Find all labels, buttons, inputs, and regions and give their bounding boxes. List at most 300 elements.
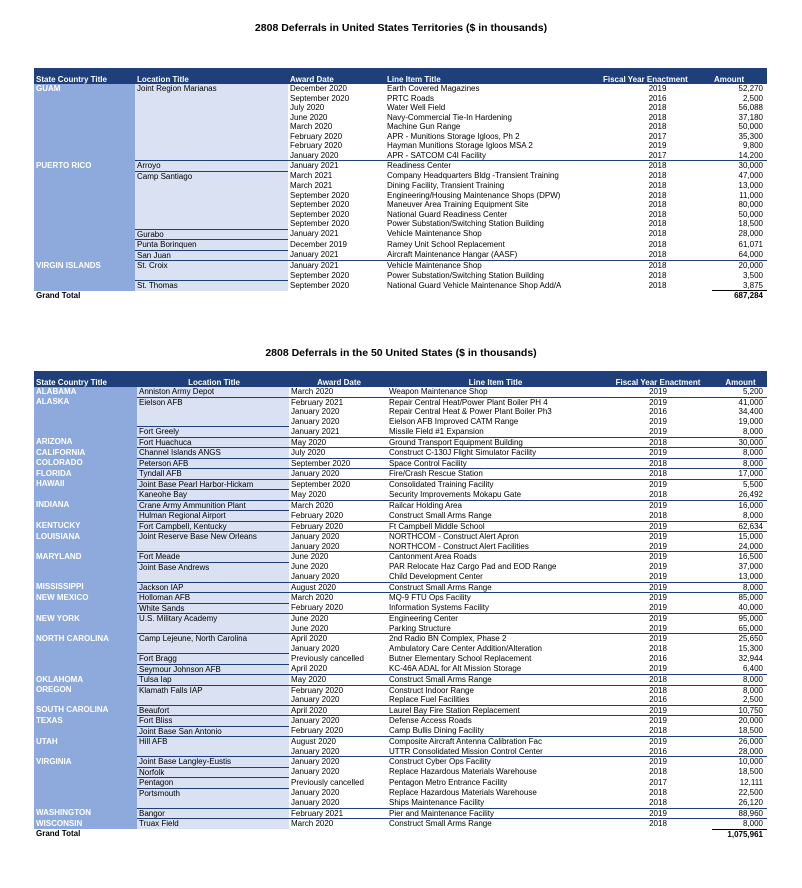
cell-amount: 47,000 xyxy=(738,171,763,180)
cell-location: Seymour Johnson AFB xyxy=(137,664,289,675)
table-row xyxy=(34,171,767,181)
cell-award-date: March 2020 xyxy=(291,387,334,396)
cell-state xyxy=(34,132,135,142)
cell-location: Hulman Regional Airport xyxy=(137,511,289,522)
cell-location: Klamath Falls IAP xyxy=(137,685,289,695)
cell-award-date: August 2020 xyxy=(289,737,387,747)
cell-line-item: Construct Small Arms Range xyxy=(387,675,602,686)
table-row xyxy=(34,654,767,665)
cell-line-item: Vehicle Maintenance Shop xyxy=(385,261,601,271)
cell-location: Norfolk xyxy=(137,767,289,778)
cell-line-item: Missile Field #1 Expansion xyxy=(389,426,484,436)
table-row xyxy=(34,542,767,552)
cell-location: Fort Greely xyxy=(137,427,289,438)
cell-amount: 6,400 xyxy=(742,664,763,673)
cell-amount: 8,000 xyxy=(712,582,767,593)
cell-award-date: April 2020 xyxy=(291,664,328,673)
table-row xyxy=(34,603,767,614)
cell-location: U.S. Military Academy xyxy=(137,614,289,624)
cell-amount: 15,300 xyxy=(738,643,763,653)
cell-line-item: Vehicle Maintenance Shop xyxy=(387,229,482,238)
cell-amount: 8,000 xyxy=(742,426,763,436)
cell-amount: 25,650 xyxy=(712,634,767,644)
cell-state: GUAM xyxy=(34,84,135,94)
cell-award-date: January 2020 xyxy=(291,767,340,776)
cell-location xyxy=(135,191,288,201)
cell-amount: 8,000 xyxy=(712,458,767,469)
cell-award-date: May 2020 xyxy=(291,489,327,499)
cell-state xyxy=(34,562,137,572)
cell-fiscal-year: 2019 xyxy=(602,500,712,511)
cell-fiscal-year: 2019 xyxy=(602,757,712,768)
cell-line-item: Pentagon Metro Entrance Facility xyxy=(389,777,508,787)
cell-award-date: June 2020 xyxy=(291,562,329,571)
cell-state xyxy=(34,778,137,789)
cell-location xyxy=(135,103,288,113)
table-row xyxy=(34,113,767,123)
cell-state: WISCONSIN xyxy=(34,819,137,830)
cell-state: ARIZONA xyxy=(34,437,137,448)
cell-award-date: January 2021 xyxy=(290,229,339,238)
cell-state: OREGON xyxy=(34,685,137,695)
cell-state xyxy=(34,603,137,614)
cell-state xyxy=(34,200,135,210)
cell-fiscal-year: 2018 xyxy=(648,112,667,122)
header-amount: Amount xyxy=(712,68,767,84)
header-fiscal-year: Fiscal Year Enactment xyxy=(601,68,712,84)
cell-state xyxy=(34,654,137,665)
cell-award-date: March 2020 xyxy=(289,593,387,604)
header-location: Location Title xyxy=(137,371,289,387)
cell-state xyxy=(34,624,137,634)
cell-amount: 22,500 xyxy=(738,788,763,797)
cell-amount: 18,500 xyxy=(738,767,763,776)
table-row xyxy=(34,141,767,151)
cell-location xyxy=(135,271,288,281)
cell-line-item: Replace Hazardous Materials Warehouse xyxy=(389,788,537,797)
cell-location: Beaufort xyxy=(137,705,289,716)
cell-award-date: January 2021 xyxy=(288,161,385,172)
cell-amount: 3,875 xyxy=(742,280,763,290)
cell-line-item: APR - SATCOM C4I Facility xyxy=(387,150,486,160)
cell-location xyxy=(137,798,289,808)
cell-line-item: Cantonment Area Roads xyxy=(387,552,602,563)
cell-fiscal-year: 2019 xyxy=(602,593,712,604)
grand-total-spacer xyxy=(289,829,387,839)
cell-location: Truax Field xyxy=(137,819,289,830)
cell-amount: 95,000 xyxy=(712,614,767,624)
cell-fiscal-year: 2019 xyxy=(649,541,667,551)
cell-fiscal-year: 2016 xyxy=(649,746,667,756)
cell-amount: 2,500 xyxy=(742,93,763,103)
cell-fiscal-year: 2017 xyxy=(648,131,667,141)
cell-fiscal-year: 2018 xyxy=(649,788,667,797)
cell-location: Bangor xyxy=(137,808,289,819)
cell-award-date: February 2020 xyxy=(291,603,344,612)
cell-location xyxy=(137,407,289,417)
cell-fiscal-year: 2019 xyxy=(602,705,712,716)
cell-award-date: September 2020 xyxy=(290,93,350,103)
cell-fiscal-year: 2018 xyxy=(602,819,712,830)
cell-location xyxy=(137,747,289,757)
cell-line-item: Parking Structure xyxy=(389,623,451,633)
table-row xyxy=(34,219,767,229)
cell-state: MISSISSIPPI xyxy=(34,582,137,593)
cell-amount: 32,944 xyxy=(738,653,763,663)
cell-fiscal-year: 2018 xyxy=(601,161,712,172)
table-row xyxy=(34,747,767,757)
cell-fiscal-year: 2018 xyxy=(649,767,667,776)
header-award-date: Award Date xyxy=(288,68,385,84)
table-row xyxy=(34,94,767,104)
cell-fiscal-year: 2019 xyxy=(602,397,712,407)
cell-location: Arroyo xyxy=(135,161,288,172)
cell-award-date: February 2020 xyxy=(289,521,387,532)
header-state: State Country Title xyxy=(34,371,137,387)
territories-deferrals-table xyxy=(34,68,767,301)
cell-amount: 16,500 xyxy=(712,552,767,563)
cell-state xyxy=(34,141,135,151)
cell-state xyxy=(34,181,135,191)
table-row xyxy=(34,819,767,830)
cell-award-date: April 2020 xyxy=(289,634,387,644)
cell-location: Channel Islands ANGS xyxy=(137,448,289,459)
cell-location: Fort Campbell, Kentucky xyxy=(137,521,289,532)
cell-fiscal-year: 2018 xyxy=(602,469,712,480)
cell-location xyxy=(135,94,288,104)
cell-award-date: June 2020 xyxy=(291,623,329,633)
table-row xyxy=(34,788,767,798)
cell-amount: 8,000 xyxy=(712,448,767,459)
cell-amount: 88,960 xyxy=(712,808,767,819)
cell-amount: 80,000 xyxy=(738,200,763,209)
cell-location: Holloman AFB xyxy=(137,593,289,604)
cell-fiscal-year: 2019 xyxy=(649,603,667,612)
cell-line-item: NORTHCOM - Construct Alert Apron xyxy=(387,532,602,542)
cell-award-date: September 2020 xyxy=(290,270,350,280)
cell-state: NEW YORK xyxy=(34,614,137,624)
cell-location xyxy=(135,113,288,123)
table-row xyxy=(34,532,767,542)
cell-line-item: Replace Fuel Facilities xyxy=(389,695,470,704)
cell-award-date: February 2021 xyxy=(289,397,387,407)
table-row xyxy=(34,448,767,459)
cell-amount: 8,000 xyxy=(712,685,767,695)
cell-award-date: March 2020 xyxy=(289,819,387,830)
grand-total-spacer xyxy=(601,291,712,301)
cell-line-item: Railcar Holding Area xyxy=(387,500,602,511)
cell-amount: 37,000 xyxy=(738,562,763,571)
table-row xyxy=(34,798,767,808)
cell-location: Eielson AFB xyxy=(137,397,289,407)
cell-location: Tyndall AFB xyxy=(137,469,289,480)
cell-fiscal-year: 2018 xyxy=(648,270,667,280)
cell-award-date: Previously cancelled xyxy=(291,777,364,787)
cell-line-item: Composite Aircraft Antenna Calibration Fac xyxy=(387,737,602,747)
cell-line-item: Water Well Field xyxy=(387,103,446,112)
cell-line-item: Ground Transport Equipment Building xyxy=(387,437,602,448)
cell-amount: 20,000 xyxy=(712,261,767,271)
cell-fiscal-year: 2019 xyxy=(649,572,667,581)
cell-line-item: Ft Campbell Middle School xyxy=(387,521,602,532)
cell-location xyxy=(137,624,289,634)
cell-amount: 13,000 xyxy=(738,572,763,581)
cell-fiscal-year: 2019 xyxy=(649,416,667,426)
cell-state xyxy=(34,191,135,201)
cell-award-date: December 2019 xyxy=(290,239,347,249)
cell-state: COLORADO xyxy=(34,458,137,469)
cell-state xyxy=(34,490,137,501)
cell-line-item: Construct Small Arms Range xyxy=(387,819,602,830)
cell-line-item: Fire/Crash Rescue Station xyxy=(387,469,602,480)
cell-award-date: January 2020 xyxy=(291,746,340,756)
cell-location xyxy=(135,219,288,229)
cell-amount: 50,000 xyxy=(738,122,763,131)
header-line-item: Line Item Title xyxy=(385,68,601,84)
cell-line-item: 2nd Radio BN Complex, Phase 2 xyxy=(387,634,602,644)
cell-fiscal-year: 2019 xyxy=(649,562,667,571)
table-row xyxy=(34,458,767,469)
cell-line-item: Earth Covered Magazines xyxy=(387,84,480,93)
cell-location: Camp Lejeune, North Carolina xyxy=(137,634,289,644)
cell-award-date: April 2020 xyxy=(289,705,387,716)
cell-amount: 8,000 xyxy=(712,819,767,830)
cell-fiscal-year: 2018 xyxy=(648,190,667,200)
cell-state: SOUTH CAROLINA xyxy=(34,705,137,716)
header-amount: Amount xyxy=(712,371,767,387)
cell-award-date: January 2021 xyxy=(288,261,385,271)
cell-location xyxy=(135,210,288,220)
cell-award-date: September 2020 xyxy=(290,209,350,219)
cell-line-item: Replace Hazardous Materials Warehouse xyxy=(389,767,537,776)
cell-fiscal-year: 2019 xyxy=(602,521,712,532)
table-row xyxy=(34,469,767,480)
cell-state: INDIANA xyxy=(34,500,137,511)
table-row xyxy=(34,281,767,291)
table-row xyxy=(34,181,767,191)
cell-award-date: February 2020 xyxy=(290,141,343,150)
grand-total-amount: 1,075,961 xyxy=(712,829,767,839)
header-line-item: Line Item Title xyxy=(387,371,602,387)
cell-fiscal-year: 2018 xyxy=(649,643,667,653)
cell-state xyxy=(34,219,135,229)
territories-table-title: 2808 Deferrals in United States Territories ($ in thousands) xyxy=(254,22,548,34)
cell-location: White Sands xyxy=(137,603,289,614)
cell-fiscal-year: 2019 xyxy=(602,634,712,644)
grand-total-amount: 687,284 xyxy=(712,291,767,301)
cell-state xyxy=(34,250,135,261)
cell-line-item: UTTR Consolidated Mission Control Center xyxy=(389,746,543,756)
cell-line-item: Child Development Center xyxy=(389,572,483,581)
cell-location xyxy=(137,644,289,654)
header-award-date: Award Date xyxy=(289,371,387,387)
cell-line-item: APR - Munitions Storage Igloos, Ph 2 xyxy=(387,131,520,141)
cell-line-item: Space Control Facility xyxy=(387,458,602,469)
cell-award-date: June 2020 xyxy=(289,552,387,563)
cell-award-date: January 2020 xyxy=(289,757,387,768)
cell-amount: 9,800 xyxy=(742,141,763,150)
cell-fiscal-year: 2018 xyxy=(648,239,667,249)
cell-award-date: September 2020 xyxy=(289,479,387,490)
header-location: Location Title xyxy=(135,68,288,84)
table-row xyxy=(34,407,767,417)
table-row xyxy=(34,582,767,593)
table-row xyxy=(34,500,767,511)
cell-amount: 56,088 xyxy=(738,103,763,112)
cell-location: Joint Base Langley-Eustis xyxy=(137,757,289,768)
table-row xyxy=(34,726,767,737)
cell-location: Fort Bragg xyxy=(137,654,289,665)
cell-state xyxy=(34,747,137,757)
cell-state xyxy=(34,103,135,113)
states-deferrals-table xyxy=(34,371,767,839)
cell-line-item: Information Systems Facility xyxy=(389,603,490,612)
cell-location: Camp Santiago xyxy=(135,171,288,181)
cell-state xyxy=(34,695,137,705)
table-row xyxy=(34,675,767,686)
cell-state: HAWAII xyxy=(34,479,137,490)
cell-line-item: Construct C-130J Flight Simulator Facility xyxy=(387,448,602,459)
cell-location: Fort Huachuca xyxy=(137,437,289,448)
cell-location xyxy=(135,132,288,142)
cell-amount: 40,000 xyxy=(738,603,763,612)
cell-fiscal-year: 2016 xyxy=(649,653,667,663)
cell-location: Fort Bliss xyxy=(137,716,289,727)
cell-state: MARYLAND xyxy=(34,552,137,563)
cell-fiscal-year: 2018 xyxy=(649,510,667,520)
cell-location: Kaneohe Bay xyxy=(137,490,289,501)
grand-total-row xyxy=(34,829,767,839)
cell-line-item: Navy-Commercial Tie-In Hardening xyxy=(387,112,512,122)
cell-amount: 61,071 xyxy=(738,239,763,249)
cell-fiscal-year: 2017 xyxy=(648,150,667,160)
cell-state xyxy=(34,644,137,654)
cell-state: WASHINGTON xyxy=(34,808,137,819)
cell-award-date: January 2020 xyxy=(289,716,387,727)
cell-location xyxy=(135,122,288,132)
table-row xyxy=(34,427,767,438)
table-row xyxy=(34,479,767,490)
cell-state xyxy=(34,210,135,220)
cell-state xyxy=(34,240,135,251)
cell-fiscal-year: 2019 xyxy=(602,532,712,542)
cell-state: OKLAHOMA xyxy=(34,675,137,686)
cell-line-item: Eielson AFB Improved CATM Range xyxy=(389,416,519,426)
cell-location: Anniston Army Depot xyxy=(137,387,289,397)
cell-line-item: Company Headquarters Bldg -Transient Training xyxy=(387,171,559,180)
cell-line-item: Construct Indoor Range xyxy=(387,685,602,695)
table-row xyxy=(34,552,767,563)
cell-location: Peterson AFB xyxy=(137,458,289,469)
cell-line-item: National Guard Vehicle Maintenance Shop Add/A xyxy=(387,280,562,290)
cell-award-date: July 2020 xyxy=(289,448,387,459)
cell-fiscal-year: 2019 xyxy=(649,664,667,673)
table-row xyxy=(34,261,767,271)
cell-state: ALABAMA xyxy=(34,387,137,397)
cell-line-item: Maneuver Area Training Equipment Site xyxy=(387,200,529,209)
header-state: State Country Title xyxy=(34,68,135,84)
cell-state xyxy=(34,572,137,582)
cell-award-date: February 2020 xyxy=(289,685,387,695)
cell-amount: 62,634 xyxy=(712,521,767,532)
cell-amount: 18,500 xyxy=(738,726,763,735)
cell-amount: 8,000 xyxy=(712,675,767,686)
cell-award-date: May 2020 xyxy=(289,437,387,448)
cell-award-date: January 2020 xyxy=(291,407,340,416)
cell-location: St. Thomas xyxy=(135,281,288,291)
table-row xyxy=(34,490,767,501)
cell-state: NORTH CAROLINA xyxy=(34,634,137,644)
cell-location: Crane Army Ammunition Plant xyxy=(137,500,289,511)
grand-total-spacer xyxy=(288,291,385,301)
cell-amount: 50,000 xyxy=(738,209,763,219)
cell-line-item: Ships Maintenance Facility xyxy=(389,798,485,807)
cell-fiscal-year: 2019 xyxy=(602,614,712,624)
cell-amount: 16,000 xyxy=(712,500,767,511)
cell-state: PUERTO RICO xyxy=(34,161,135,172)
cell-location xyxy=(137,542,289,552)
cell-location xyxy=(135,151,288,161)
cell-award-date: February 2020 xyxy=(291,726,344,735)
cell-award-date: February 2020 xyxy=(290,131,343,141)
cell-fiscal-year: 2018 xyxy=(602,458,712,469)
cell-state: KENTUCKY xyxy=(34,521,137,532)
table-row xyxy=(34,250,767,261)
table-row xyxy=(34,210,767,220)
states-table-title: 2808 Deferrals in the 50 United States ($ in thousands) xyxy=(265,347,537,359)
cell-location xyxy=(135,181,288,191)
cell-state: VIRGIN ISLANDS xyxy=(34,261,135,271)
cell-fiscal-year: 2018 xyxy=(648,181,667,190)
cell-fiscal-year: 2018 xyxy=(602,685,712,695)
cell-location xyxy=(137,417,289,427)
cell-amount: 85,000 xyxy=(712,593,767,604)
table-row xyxy=(34,122,767,132)
cell-state xyxy=(34,122,135,132)
table-row xyxy=(34,644,767,654)
cell-fiscal-year: 2019 xyxy=(602,582,712,593)
cell-line-item: Camp Bullis Dining Facility xyxy=(389,726,484,735)
cell-state: LOUISIANA xyxy=(34,532,137,542)
cell-amount: 30,000 xyxy=(712,161,767,172)
cell-state: FLORIDA xyxy=(34,469,137,480)
cell-amount: 19,000 xyxy=(738,416,763,426)
cell-amount: 30,000 xyxy=(712,437,767,448)
cell-fiscal-year: 2018 xyxy=(602,675,712,686)
cell-fiscal-year: 2019 xyxy=(649,623,667,633)
cell-fiscal-year: 2019 xyxy=(648,84,667,93)
cell-amount: 18,500 xyxy=(738,219,763,228)
cell-fiscal-year: 2018 xyxy=(649,489,667,499)
cell-fiscal-year: 2016 xyxy=(648,93,667,103)
cell-location xyxy=(137,572,289,582)
cell-line-item: Aircraft Maintenance Hangar (AASF) xyxy=(387,250,518,259)
cell-line-item: Hayman Munitions Storage Igloos MSA 2 xyxy=(387,141,533,150)
cell-line-item: Construct Small Arms Range xyxy=(387,582,602,593)
table-row xyxy=(34,521,767,532)
table-row xyxy=(34,624,767,634)
cell-location: Joint Reserve Base New Orleans xyxy=(137,532,289,542)
table-row xyxy=(34,132,767,142)
cell-amount: 13,000 xyxy=(738,181,763,190)
table-row xyxy=(34,151,767,161)
cell-line-item: Repair Central Heat & Power Plant Boiler Ph3 xyxy=(389,407,552,416)
cell-location: Joint Base Pearl Harbor-Hickam xyxy=(137,479,289,490)
table-row xyxy=(34,397,767,407)
cell-amount: 2,500 xyxy=(742,695,763,704)
cell-state xyxy=(34,271,135,281)
cell-state xyxy=(34,767,137,778)
